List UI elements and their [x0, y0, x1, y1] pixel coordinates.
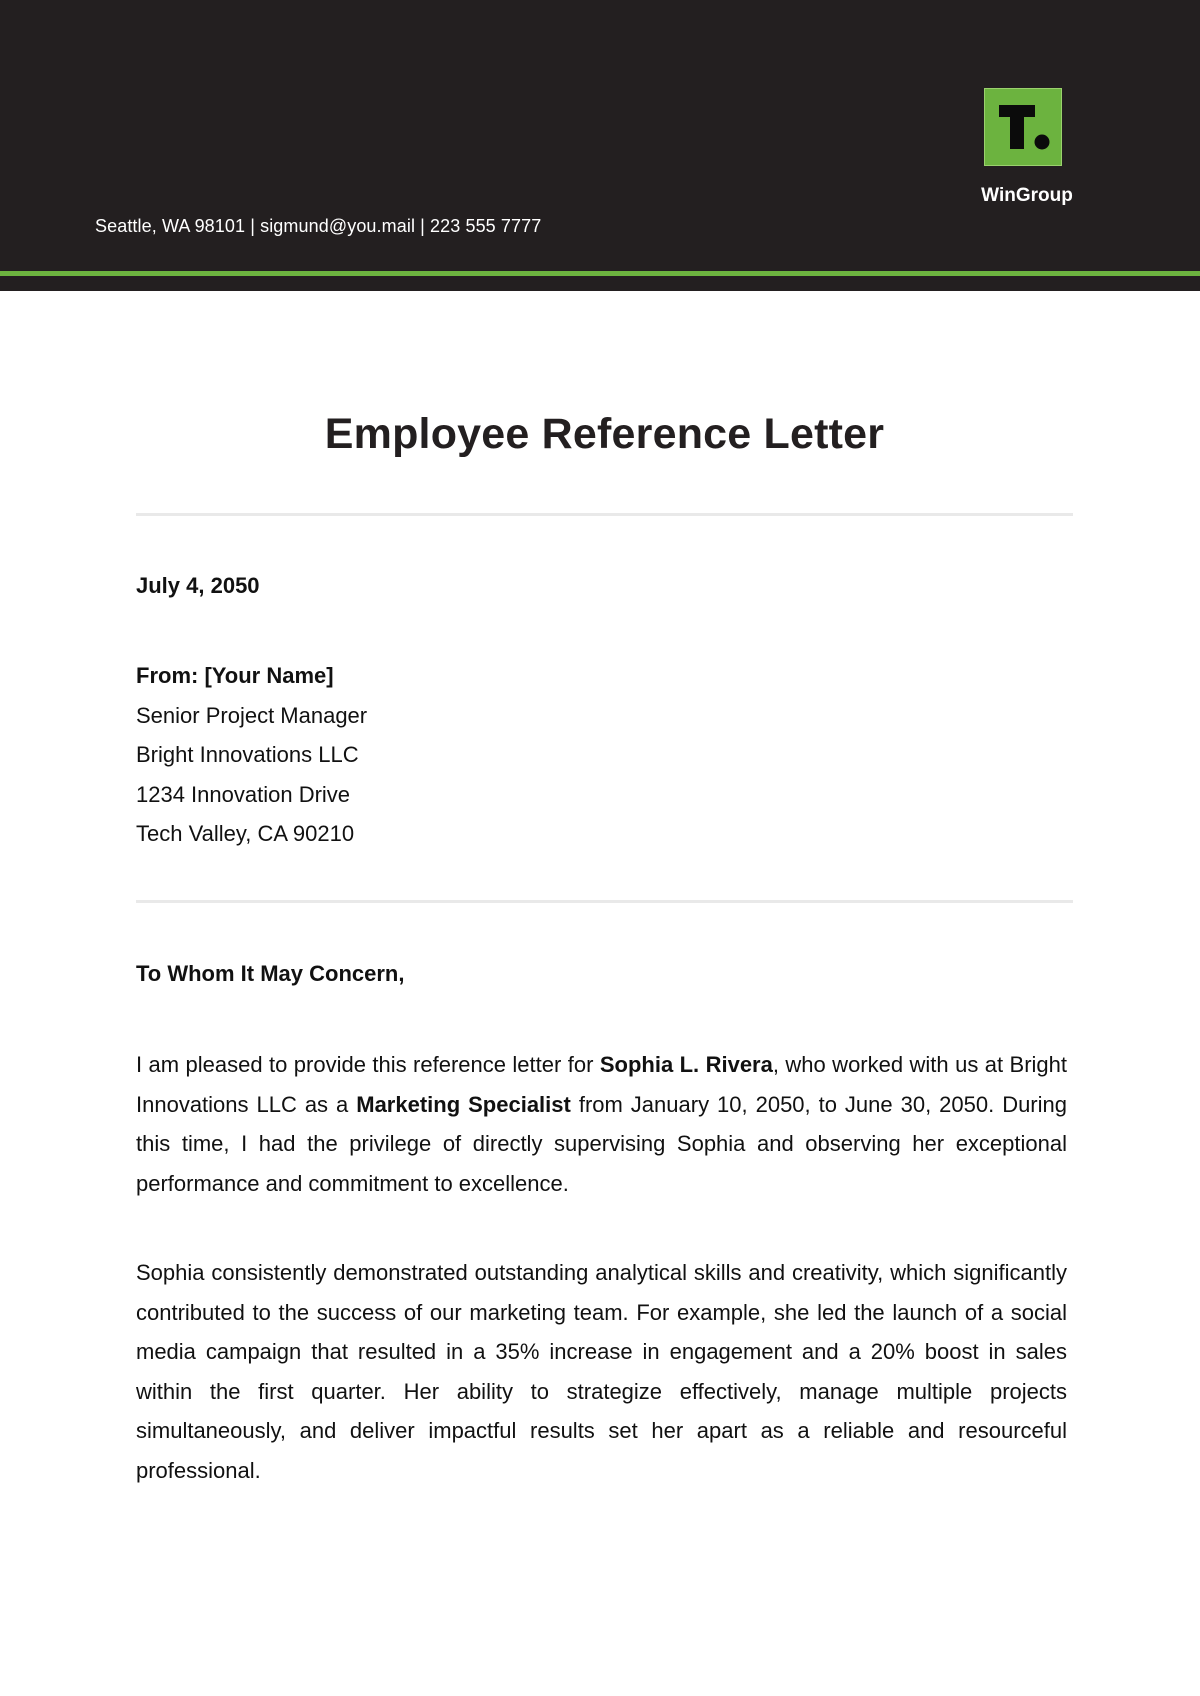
document-title: Employee Reference Letter — [324, 410, 885, 458]
paragraph-1-text-b: , who worked with us at Bright Innovations LLC as a — [136, 1052, 1067, 1117]
sender-block — [136, 656, 1067, 854]
brand-name: WinGroup — [981, 185, 1073, 206]
paragraph-1-text-c: from January 10, 2050, to June 30, 2050. During this time, I had the privilege of directly supervising Sophia and observing her exceptional performance and commitment to excellence. — [136, 1091, 1067, 1196]
sender-title: Senior Project Manager — [136, 702, 368, 728]
paragraph-1-text-a: I am pleased to provide this reference letter for — [136, 1052, 600, 1077]
sender-label: From: [Your Name] — [136, 663, 334, 688]
divider-top — [136, 513, 1073, 516]
letter-date: July 4, 2050 — [136, 573, 260, 598]
sender-city: Tech Valley, CA 90210 — [136, 821, 355, 846]
employee-name: Sophia L. Rivera — [599, 1052, 773, 1077]
sender-street: 1234 Innovation Drive — [136, 781, 351, 807]
employee-role: Marketing Specialist — [356, 1091, 571, 1117]
company-logo — [984, 88, 1062, 166]
logo-t-icon — [985, 89, 1061, 165]
divider-middle — [136, 900, 1073, 903]
header-accent-bar — [0, 271, 1200, 276]
body-paragraph-1 — [136, 1045, 1067, 1203]
salutation: To Whom It May Concern, — [136, 961, 405, 986]
letterhead-header — [0, 0, 1200, 291]
sender-company: Bright Innovations LLC — [136, 742, 359, 767]
body-paragraph-2: Sophia consistently demonstrated outstanding analytical skills and creativity, which significantly contributed to the success of our marketing team. For example, she led the launch of a social media campaign that resulted in a 35% increase in engagement and a 20% boost in sales within the first quarter. Her ability to strategize effectively, manage multiple projects simultaneously, and deliver impactful results set her apart as a reliable and resourceful professional. — [136, 1260, 1067, 1483]
contact-info: Seattle, WA 98101 | sigmund@you.mail | 223 555 7777 — [95, 216, 542, 236]
